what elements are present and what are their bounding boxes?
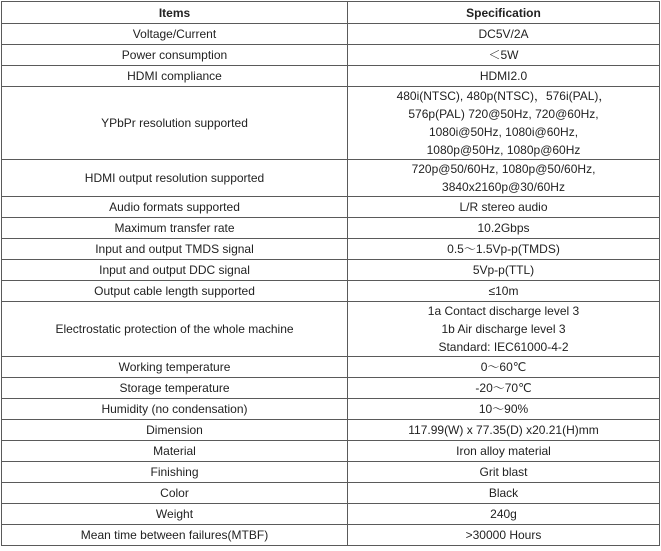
table-row bbox=[2, 483, 660, 504]
specification-cell bbox=[348, 218, 660, 239]
item-cell: Output cable length supported bbox=[2, 281, 348, 302]
item-cell: Input and output DDC signal bbox=[2, 260, 348, 281]
item-cell: Humidity (no condensation) bbox=[2, 399, 348, 420]
item-cell: Material bbox=[2, 441, 348, 462]
specification-cell bbox=[348, 260, 660, 281]
table-row bbox=[2, 281, 660, 302]
specification-cell bbox=[348, 357, 660, 378]
table-row bbox=[2, 239, 660, 260]
specification-line: 1080p@50Hz, 1080p@60Hz bbox=[426, 143, 581, 157]
items-column-header: Items bbox=[2, 2, 348, 24]
specification-line: 0～60℃ bbox=[480, 360, 527, 374]
specification-cell bbox=[348, 239, 660, 260]
item-cell: Finishing bbox=[2, 462, 348, 483]
specification-line: 10.2Gbps bbox=[477, 221, 530, 235]
table-row bbox=[2, 399, 660, 420]
specification-column-header: Specification bbox=[348, 2, 660, 24]
specification-cell bbox=[348, 160, 660, 197]
specification-line: L/R stereo audio bbox=[459, 200, 548, 214]
specification-cell bbox=[348, 87, 660, 160]
table-row bbox=[2, 197, 660, 218]
table-row bbox=[2, 441, 660, 462]
item-cell: YPbPr resolution supported bbox=[2, 87, 348, 160]
specification-cell bbox=[348, 525, 660, 546]
specification-cell bbox=[348, 66, 660, 87]
specification-cell bbox=[348, 483, 660, 504]
specification-line: 1b Air discharge level 3 bbox=[441, 322, 566, 336]
specification-cell bbox=[348, 302, 660, 357]
table-row bbox=[2, 160, 660, 197]
specification-line: 1080i@50Hz, 1080i@60Hz, bbox=[428, 125, 579, 139]
specification-cell bbox=[348, 504, 660, 525]
item-cell: Working temperature bbox=[2, 357, 348, 378]
specification-line: Iron alloy material bbox=[456, 444, 551, 458]
item-cell: Storage temperature bbox=[2, 378, 348, 399]
specification-line: ≤10m bbox=[488, 284, 519, 298]
table-row bbox=[2, 66, 660, 87]
specification-cell bbox=[348, 378, 660, 399]
table-row bbox=[2, 420, 660, 441]
specification-line: 240g bbox=[490, 507, 517, 521]
item-cell: Mean time between failures(MTBF) bbox=[2, 525, 348, 546]
item-cell: Maximum transfer rate bbox=[2, 218, 348, 239]
specification-cell bbox=[348, 399, 660, 420]
table-row bbox=[2, 462, 660, 483]
specification-line: 3840x2160p@30/60Hz bbox=[442, 180, 565, 194]
table-row bbox=[2, 302, 660, 357]
table-row bbox=[2, 24, 660, 45]
specification-cell bbox=[348, 281, 660, 302]
specification-line: >30000 Hours bbox=[465, 528, 542, 542]
table-row bbox=[2, 45, 660, 66]
item-cell: Electrostatic protection of the whole machine bbox=[2, 302, 348, 357]
specification-line: 117.99(W) x 77.35(D) x20.21(H)mm bbox=[408, 423, 599, 437]
item-cell: Weight bbox=[2, 504, 348, 525]
table-body bbox=[2, 24, 660, 546]
table-row bbox=[2, 87, 660, 160]
specification-line: 1a Contact discharge level 3 bbox=[427, 304, 580, 318]
specification-line: HDMI2.0 bbox=[479, 69, 528, 83]
item-cell: Color bbox=[2, 483, 348, 504]
item-cell: HDMI output resolution supported bbox=[2, 160, 348, 197]
item-cell: Input and output TMDS signal bbox=[2, 239, 348, 260]
specification-line: Black bbox=[488, 486, 519, 500]
specification-line: 720p@50/60Hz, 1080p@50/60Hz, bbox=[411, 162, 596, 176]
item-cell: Dimension bbox=[2, 420, 348, 441]
item-cell: Voltage/Current bbox=[2, 24, 348, 45]
specification-line: 480i(NTSC), 480p(NTSC)，576i(PAL)， bbox=[396, 89, 611, 103]
specification-line: 0.5～1.5Vp-p(TMDS) bbox=[447, 242, 560, 256]
specification-cell bbox=[348, 420, 660, 441]
table-row bbox=[2, 218, 660, 239]
specification-line: DC5V/2A bbox=[478, 27, 529, 41]
specification-line: Standard: IEC61000-4-2 bbox=[438, 340, 569, 354]
specification-line: 5Vp-p(TTL) bbox=[472, 263, 535, 277]
table-header-row bbox=[2, 2, 660, 24]
item-cell: Audio formats supported bbox=[2, 197, 348, 218]
specification-cell bbox=[348, 197, 660, 218]
item-cell: HDMI compliance bbox=[2, 66, 348, 87]
specification-line: -20～70℃ bbox=[475, 381, 532, 395]
table-row bbox=[2, 260, 660, 281]
specification-cell bbox=[348, 462, 660, 483]
specification-line: 576p(PAL) 720@50Hz, 720@60Hz, bbox=[408, 107, 599, 121]
specification-cell bbox=[348, 441, 660, 462]
specification-line: 10～90% bbox=[478, 402, 529, 416]
specification-cell bbox=[348, 45, 660, 66]
table-row bbox=[2, 525, 660, 546]
table-row bbox=[2, 378, 660, 399]
specification-line: Grit blast bbox=[479, 465, 528, 479]
specification-line: ＜5W bbox=[488, 48, 519, 62]
table-row bbox=[2, 504, 660, 525]
item-cell: Power consumption bbox=[2, 45, 348, 66]
specification-cell bbox=[348, 24, 660, 45]
table-row bbox=[2, 357, 660, 378]
specification-table bbox=[1, 1, 660, 546]
